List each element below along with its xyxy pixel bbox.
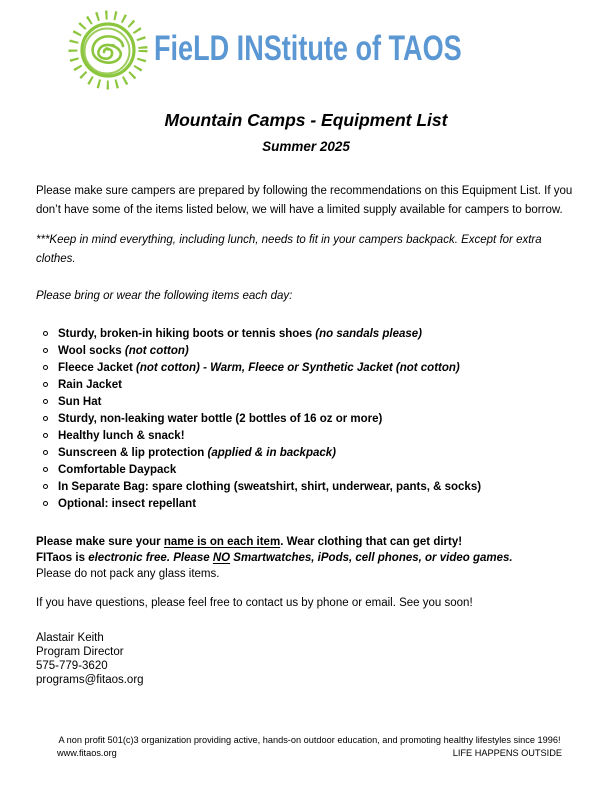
page-title: Mountain Camps - Equipment List [164,110,448,130]
footer-nonprofit-line: A non profit 501(c)3 organization providing active, hands-on outdoor education, and promoting healthy lifestyles since 1996! [58,735,561,745]
logo-text: FieLD INStitute of TAOS [154,27,462,68]
signature-phone: 575-779-3620 [36,660,108,672]
footer-tagline: LIFE HAPPENS OUTSIDE [452,748,562,758]
list-item: Sturdy, non-leaking water bottle (2 bottles of 16 oz or more) [43,411,580,428]
list-item: Sun Hat [43,394,580,411]
bullet-icon [43,467,48,472]
list-item: Sturdy, broken-in hiking boots or tennis shoes (no sandals please) [43,326,580,343]
signature-name: Alastair Keith [36,632,104,644]
page-subtitle: Summer 2025 [262,139,350,154]
signature-email: programs@fitaos.org [36,674,144,686]
bullet-icon [43,433,48,438]
questions-line: If you have questions, please feel free to contact us by phone or email. See you soon! [36,597,473,609]
list-item: Fleece Jacket (not cotton) - Warm, Fleece or Synthetic Jacket (not cotton) [43,360,580,377]
closing-block [36,534,580,582]
list-item: In Separate Bag: spare clothing (sweatshirt, shirt, underwear, pants, & socks) [43,479,580,496]
bring-items-line: Please bring or wear the following items each day: [36,290,293,302]
bullet-icon [43,365,48,370]
bullet-icon [43,450,48,455]
sun-logo-icon [64,4,152,92]
equipment-list [36,326,580,513]
bullet-icon [43,399,48,404]
list-item: Healthy lunch & snack! [43,428,580,445]
bullet-icon [43,348,48,353]
bullet-icon [43,331,48,336]
title-block [0,110,612,154]
list-item: Comfortable Daypack [43,462,580,479]
backpack-note-paragraph: ***Keep in mind everything, including lunch, needs to fit in your campers backpack. Except for extra clothes. [36,234,542,265]
intro-paragraph: Please make sure campers are prepared by following the recommendations on this Equipment List. If you don’t have some of the items listed below, we will have a limited supply available for campers to borrow. [36,185,573,216]
bullet-icon [43,484,48,489]
list-item: Wool socks (not cotton) [43,343,580,360]
signature-job-title: Program Director [36,646,124,658]
closing-line: Please do not pack any glass items. [36,568,220,580]
footer-website: www.fitaos.org [57,748,117,758]
list-item: Rain Jacket [43,377,580,394]
list-item: Sunscreen & lip protection (applied & in backpack) [43,445,580,462]
page-footer [57,734,562,760]
document-body [36,182,580,687]
closing-line: Please make sure your name is on each item. Wear clothing that can get dirty! [36,536,463,548]
list-item: Optional: insect repellant [43,496,580,513]
bullet-icon [43,382,48,387]
closing-line: FITaos is electronic free. Please NO Smartwatches, iPods, cell phones, or video games. [36,552,513,564]
bullet-icon [43,416,48,421]
signature-block [36,631,580,687]
logo [64,4,529,92]
bullet-icon [43,501,48,506]
